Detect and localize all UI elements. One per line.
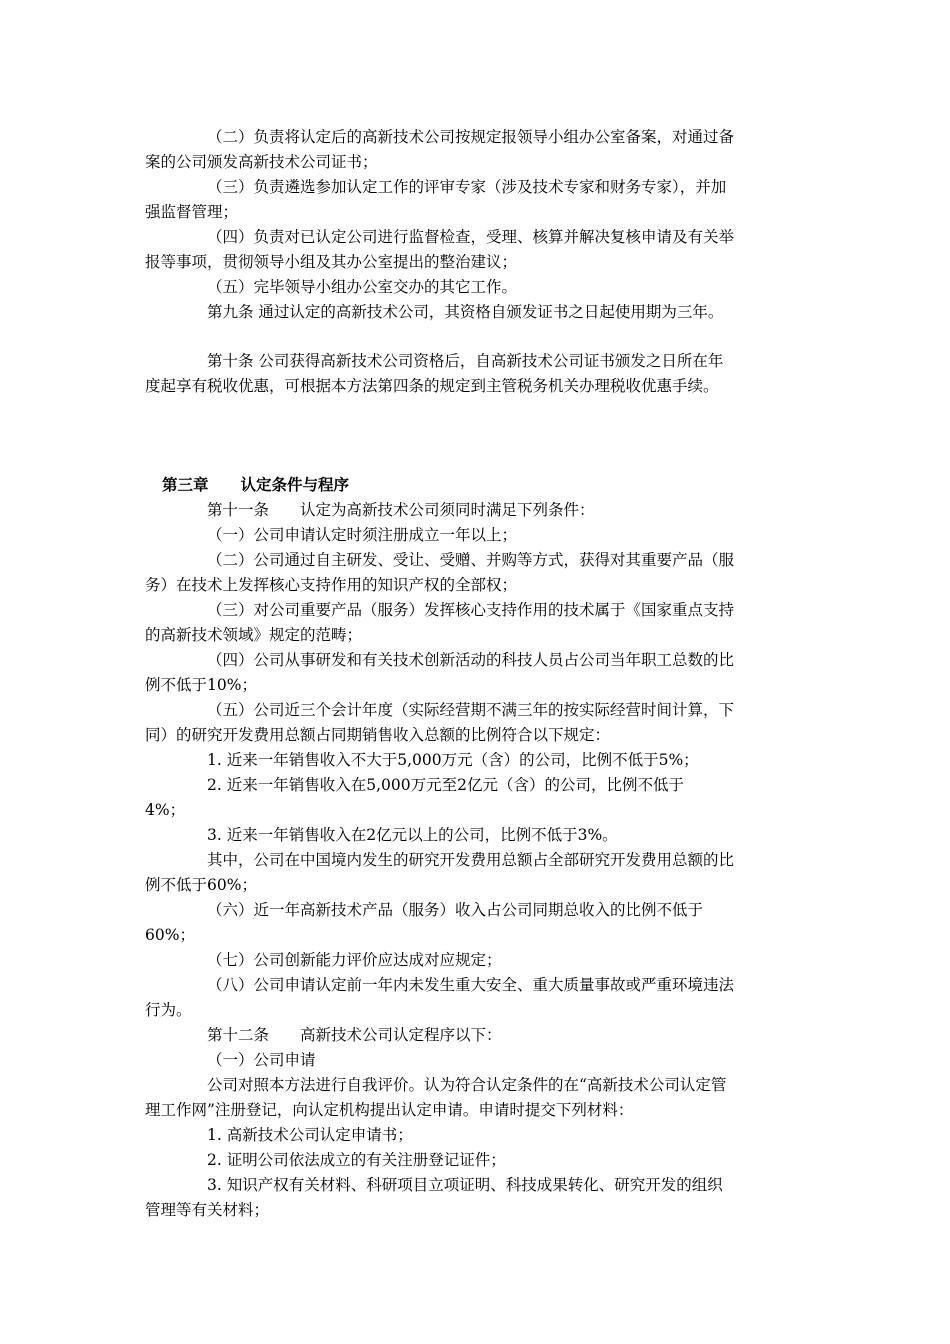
paragraph-line: （七）公司创新能力评价应达成对应规定； bbox=[207, 951, 502, 969]
paragraph-line: 的高新技术领域》规定的范畴； bbox=[145, 626, 363, 644]
paragraph-line: 1. 高新技术公司认定申请书； bbox=[207, 1126, 413, 1144]
paragraph-line: 管理等有关材料； bbox=[145, 1201, 270, 1219]
paragraph-line: （六）近一年高新技术产品（服务）收入占公司同期总收入的比例不低于 bbox=[207, 901, 704, 919]
paragraph-line: 4%； bbox=[145, 801, 186, 819]
paragraph-line: （三）负责遴选参加认定工作的评审专家（涉及技术专家和财务专家），并加 bbox=[207, 178, 727, 196]
paragraph-line: （三）对公司重要产品（服务）发挥核心支持作用的技术属于《国家重点支持 bbox=[207, 601, 735, 619]
paragraph-line: 行为。 bbox=[145, 1001, 192, 1019]
paragraph-line: 3. 知识产权有关材料、科研项目立项证明、科技成果转化、研究开发的组织 bbox=[207, 1176, 723, 1194]
paragraph-line: （一）公司申请 bbox=[207, 1051, 316, 1069]
paragraph-line: （四）负责对已认定公司进行监督检查，受理、核算并解决复核申请及有关举 bbox=[207, 228, 735, 246]
paragraph-line: 强监督管理； bbox=[145, 203, 239, 221]
paragraph-line: （一）公司申请认定时须注册成立一年以上； bbox=[207, 526, 518, 544]
paragraph-line: 第十二条 高新技术公司认定程序以下： bbox=[207, 1026, 502, 1044]
paragraph-line: 报等事项，贯彻领导小组及其办公室提出的整治建议； bbox=[145, 253, 518, 271]
paragraph-line: 第十一条 认定为高新技术公司须同时满足下列条件： bbox=[207, 501, 595, 519]
paragraph-line: 第九条 通过认定的高新技术公司，其资格自颁发证书之日起使用期为三年。 bbox=[207, 303, 724, 321]
paragraph-line: （八）公司申请认定前一年内未发生重大安全、重大质量事故或严重环境违法 bbox=[207, 976, 735, 994]
paragraph-line: 例不低于10%； bbox=[145, 676, 257, 694]
paragraph-line: 案的公司颁发高新技术公司证书； bbox=[145, 153, 378, 171]
paragraph-line: 3. 近来一年销售收入在2亿元以上的公司，比例不低于3%。 bbox=[207, 826, 618, 844]
paragraph-line: （四）公司从事研发和有关技术创新活动的科技人员占公司当年职工总数的比 bbox=[207, 651, 735, 669]
paragraph-line: 2. 证明公司依法成立的有关注册登记证件； bbox=[207, 1151, 506, 1169]
paragraph-line: 理工作网”注册登记，向认定机构提出认定申请。申请时提交下列材料： bbox=[145, 1101, 634, 1119]
chapter-heading bbox=[162, 474, 827, 496]
paragraph-line: 2. 近来一年销售收入在5,000万元至2亿元（含）的公司，比例不低于 bbox=[207, 776, 684, 794]
paragraph-line: 60%； bbox=[145, 926, 195, 944]
paragraph-line: （二）公司通过自主研发、受让、受赠、并购等方式，获得对其重要产品（服 bbox=[207, 551, 735, 569]
paragraph-line: 1. 近来一年销售收入不大于5,000万元（含）的公司，比例不低于5%； bbox=[207, 751, 699, 769]
paragraph-line: 公司对照本方法进行自我评价。认为符合认定条件的在“高新技术公司认定管 bbox=[207, 1076, 727, 1094]
chapter-number: 第三章 bbox=[162, 476, 209, 494]
chapter-title: 认定条件与程序 bbox=[240, 476, 350, 494]
paragraph-line: 其中，公司在中国境内发生的研究开发费用总额占全部研究开发费用总额的比 bbox=[207, 851, 735, 869]
paragraph-line: 例不低于60%； bbox=[145, 876, 257, 894]
paragraph-line: （五）公司近三个会计年度（实际经营期不满三年的按实际经营时间计算，下 bbox=[207, 701, 735, 719]
paragraph-line: 第十条 公司获得高新技术公司资格后，自高新技术公司证书颁发之日所在年 bbox=[207, 352, 724, 370]
paragraph-line: （二）负责将认定后的高新技术公司按规定报领导小组办公室备案，对通过备 bbox=[207, 128, 735, 146]
paragraph-line: （五）完毕领导小组办公室交办的其它工作。 bbox=[207, 278, 518, 296]
paragraph-line: 务）在技术上发挥核心支持作用的知识产权的全部权； bbox=[145, 576, 518, 594]
paragraph-line: 度起享有税收优惠，可根据本方法第四条的规定到主管税务机关办理税收优惠手续。 bbox=[145, 377, 719, 395]
paragraph-line: 同）的研究开发费用总额占同期销售收入总额的比例符合以下规定： bbox=[145, 726, 611, 744]
